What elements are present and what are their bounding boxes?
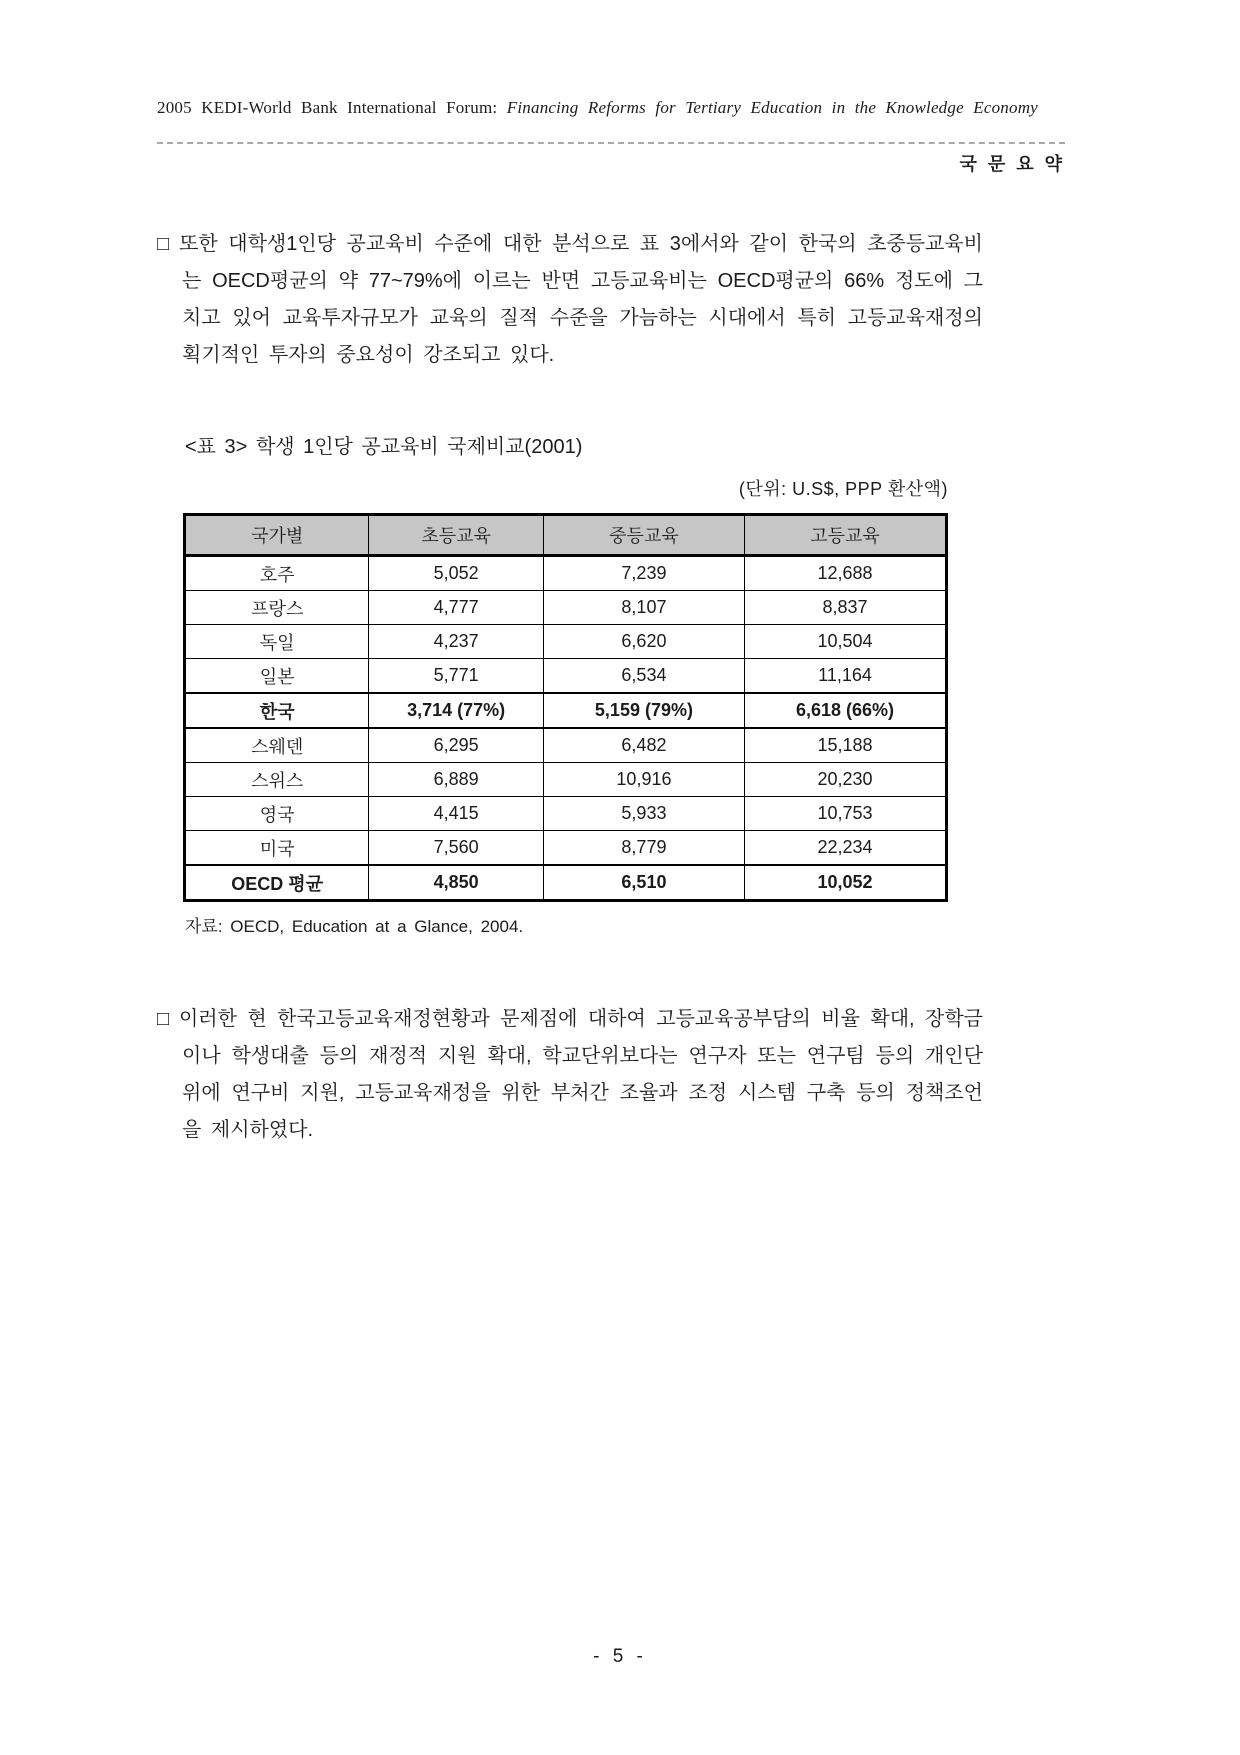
- source-note: 자료: OECD, Education at a Glance, 2004.: [185, 917, 524, 936]
- forum-title-roman: 2005 KEDI-World Bank International Forum:: [157, 98, 498, 117]
- table-row: [185, 556, 947, 591]
- bullet-square-icon: □: [157, 1008, 170, 1030]
- col-header-secondary: 중등교육: [543, 515, 744, 556]
- cell-tertiary: 6,618 (66%): [745, 693, 947, 728]
- table-row: [185, 728, 947, 763]
- cell-tertiary: 8,837: [745, 591, 947, 625]
- cell-primary: 4,415: [369, 797, 543, 831]
- cell-tertiary: 10,753: [745, 797, 947, 831]
- comparison-table: [183, 513, 948, 902]
- paragraph-2: [157, 1001, 983, 1149]
- table-row: [185, 591, 947, 625]
- header-divider: [157, 142, 1065, 144]
- cell-primary: 4,237: [369, 625, 543, 659]
- cell-secondary: 7,239: [543, 556, 744, 591]
- cell-country: 스웨덴: [185, 728, 369, 763]
- cell-primary: 4,777: [369, 591, 543, 625]
- table-row: [185, 763, 947, 797]
- cell-country: 영국: [185, 797, 369, 831]
- table-row: [185, 625, 947, 659]
- col-header-tertiary: 고등교육: [745, 515, 947, 556]
- cell-primary: 6,295: [369, 728, 543, 763]
- cell-tertiary: 20,230: [745, 763, 947, 797]
- cell-secondary: 6,620: [543, 625, 744, 659]
- paragraph-1-text: 또한 대학생1인당 공교육비 수준에 대한 분석으로 표 3에서와 같이 한국의 초중등교육비는 OECD평균의 약 77~79%에 이르는 반면 고등교육비는 OECD평균의 66% 정도에 그치고 있어 교육투자규모가 교육의 질적 수준을 가늠하는 시대에서 특히 고등교육재정의 획기적인 투자의 중요성이 강조되고 있다.: [179, 233, 983, 366]
- cell-primary: 6,889: [369, 763, 543, 797]
- cell-tertiary: 11,164: [745, 659, 947, 694]
- forum-title-italic: Financing Reforms for Tertiary Education in the Knowledge Economy: [506, 98, 1038, 117]
- paragraph-1: [157, 226, 983, 374]
- running-header: [157, 98, 1065, 118]
- cell-country: 일본: [185, 659, 369, 694]
- cell-tertiary: 22,234: [745, 831, 947, 866]
- table-row-korea: [185, 693, 947, 728]
- cell-primary: 7,560: [369, 831, 543, 866]
- cell-secondary: 6,510: [543, 865, 744, 901]
- cell-secondary: 5,933: [543, 797, 744, 831]
- cell-secondary: 6,534: [543, 659, 744, 694]
- cell-tertiary: 15,188: [745, 728, 947, 763]
- cell-country: 한국: [185, 693, 369, 728]
- cell-country: 스위스: [185, 763, 369, 797]
- table-header-row: [185, 515, 947, 556]
- cell-country: OECD 평균: [185, 865, 369, 901]
- page-number: - 5 -: [593, 1646, 647, 1667]
- table-row: [185, 831, 947, 866]
- bullet-square-icon: □: [157, 233, 171, 255]
- cell-secondary: 8,107: [543, 591, 744, 625]
- cell-primary: 4,850: [369, 865, 543, 901]
- col-header-country: 국가별: [185, 515, 369, 556]
- cell-secondary: 6,482: [543, 728, 744, 763]
- cell-tertiary: 10,052: [745, 865, 947, 901]
- cell-country: 독일: [185, 625, 369, 659]
- unit-note: (단위: U.S$, PPP 환산액): [738, 479, 948, 499]
- table-row: [185, 797, 947, 831]
- cell-secondary: 10,916: [543, 763, 744, 797]
- cell-secondary: 5,159 (79%): [543, 693, 744, 728]
- cell-tertiary: 10,504: [745, 625, 947, 659]
- cell-tertiary: 12,688: [745, 556, 947, 591]
- cell-primary: 5,052: [369, 556, 543, 591]
- table-row-oecd-average: [185, 865, 947, 901]
- cell-primary: 3,714 (77%): [369, 693, 543, 728]
- cell-primary: 5,771: [369, 659, 543, 694]
- paragraph-2-text: 이러한 현 한국고등교육재정현황과 문제점에 대하여 고등교육공부담의 비율 확대, 장학금이나 학생대출 등의 재정적 지원 확대, 학교단위보다는 연구자 또는 연구팀 등의 개인단위에 연구비 지원, 고등교육재정을 위한 부처간 조율과 조정 시스템 구축 등의 정책조언을 제시하였다.: [178, 1008, 983, 1141]
- cell-country: 미국: [185, 831, 369, 866]
- table-title: <표 3> 학생 1인당 공교육비 국제비교(2001): [185, 436, 583, 458]
- table-row: [185, 659, 947, 694]
- cell-secondary: 8,779: [543, 831, 744, 866]
- col-header-primary: 초등교육: [369, 515, 543, 556]
- section-label: 국 문 요 약: [959, 154, 1065, 174]
- cell-country: 프랑스: [185, 591, 369, 625]
- table-block: [157, 430, 1065, 937]
- cell-country: 호주: [185, 556, 369, 591]
